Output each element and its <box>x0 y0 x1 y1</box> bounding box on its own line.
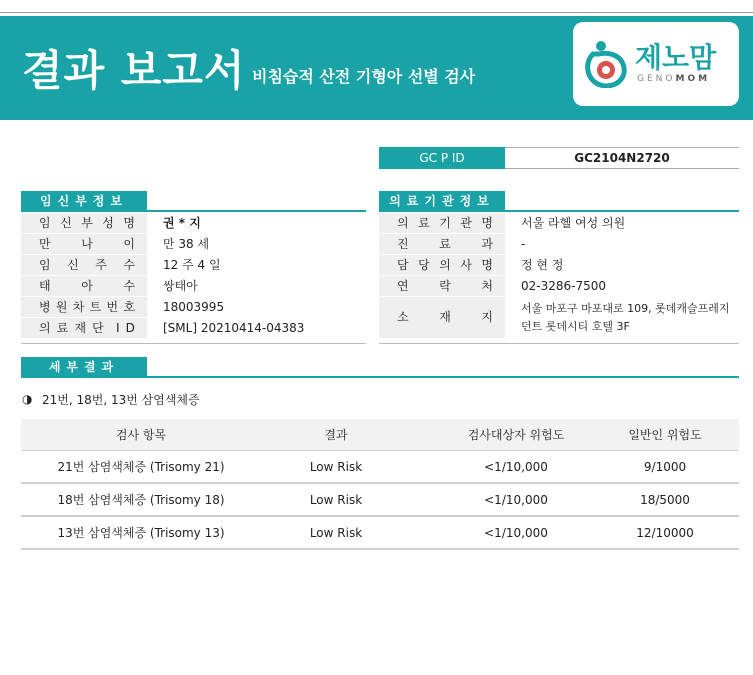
patient-row-label <box>21 234 147 255</box>
label-char: 성 <box>102 216 114 230</box>
institution-row <box>379 213 739 234</box>
institution-row-label <box>379 234 505 255</box>
details-section-header: 세부결과 <box>21 357 147 377</box>
report-subtitle: 비침습적 산전 기형아 선별 검사 <box>252 67 476 86</box>
label-char: 처 <box>481 279 493 293</box>
label-char: 의 <box>397 216 409 230</box>
label-char: 이 <box>123 237 135 251</box>
label-char: 아 <box>81 279 93 293</box>
label-char: 명 <box>481 216 493 230</box>
details-subject: 21번, 18번, 13번 삼염색체증 <box>42 393 200 407</box>
table-cell: 12/10000 <box>636 526 694 540</box>
patient-row-value: [SML] 20210414-04383 <box>163 321 305 335</box>
patient-section-rule <box>21 210 366 212</box>
label-char: 수 <box>123 279 135 293</box>
label-char: 부 <box>81 216 93 230</box>
institution-row <box>379 276 739 297</box>
label-char: 차 <box>72 300 85 314</box>
patient-bottom-rule <box>21 343 366 344</box>
patient-row <box>21 297 366 318</box>
label-char: 과 <box>481 237 493 251</box>
address-line-1: 서울 마포구 마포대로 109, 롯데캐슬프레지 <box>521 302 730 315</box>
label-char: 지 <box>481 310 493 324</box>
institution-bottom-rule <box>379 343 739 344</box>
institution-row-label <box>379 276 505 297</box>
label-char: 주 <box>95 258 107 272</box>
table-cell: 18번 삼염색체증 (Trisomy 18) <box>57 493 225 507</box>
patient-row-label <box>21 255 147 276</box>
label-char: 병 <box>39 300 51 314</box>
patient-row-label <box>21 276 147 297</box>
patient-row-label <box>21 297 147 318</box>
table-cell: <1/10,000 <box>484 493 548 507</box>
institution-row-label <box>379 297 505 339</box>
half-circle-icon: ◑ <box>22 392 33 406</box>
label-char: 수 <box>123 258 135 272</box>
top-rule <box>0 12 753 13</box>
label-char: 번 <box>106 300 119 314</box>
label-char: 만 <box>39 237 51 251</box>
label-char: 신 <box>60 216 72 230</box>
patient-row <box>21 318 366 339</box>
institution-row-value: - <box>521 237 526 251</box>
table-cell: 21번 삼염색체증 (Trisomy 21) <box>57 460 225 474</box>
patient-row <box>21 276 366 297</box>
patient-row <box>21 213 366 234</box>
table-cell: Low Risk <box>309 526 363 540</box>
patient-row-value: 만 38 세 <box>163 237 210 251</box>
label-char: 신 <box>67 258 79 272</box>
label-char: 임 <box>39 216 51 230</box>
institution-row-value: 02-3286-7500 <box>521 279 607 293</box>
patient-section-header: 임신부정보 <box>21 191 147 211</box>
label-char: 진 <box>397 237 409 251</box>
patient-row-value: 쌍태아 <box>163 279 198 293</box>
label-char: 락 <box>439 279 451 293</box>
label-char: 재 <box>74 321 87 335</box>
patient-row-label <box>21 213 147 234</box>
table-cell: 13번 삼염색체증 (Trisomy 13) <box>57 526 225 540</box>
patient-row-value: 권 * 지 <box>163 216 201 230</box>
label-char: 명 <box>481 258 493 272</box>
label-char: 트 <box>89 300 102 314</box>
label-char: 연 <box>397 279 409 293</box>
label-char: 임 <box>39 258 51 272</box>
label-char: 사 <box>460 258 472 272</box>
label-char: I <box>116 321 120 335</box>
patient-row-value: 18003995 <box>163 300 225 314</box>
table-cell: Low Risk <box>309 460 363 474</box>
patient-row <box>21 255 366 276</box>
institution-row-value: 정 현 정 <box>521 258 564 272</box>
logo-name: 제노맘 <box>635 41 717 74</box>
label-char: 나 <box>81 237 93 251</box>
patient-row-value: 12 주 4 일 <box>163 258 221 272</box>
label-char: 태 <box>39 279 51 293</box>
table-cell: Low Risk <box>309 493 363 507</box>
col-general-risk: 일반인 위험도 <box>628 428 702 442</box>
institution-row <box>379 255 739 276</box>
table-cell: 18/5000 <box>640 493 690 507</box>
institution-row-label <box>379 213 505 234</box>
label-char: 관 <box>460 216 472 230</box>
label-char: 기 <box>439 216 451 230</box>
col-subject-risk: 검사대상자 위험도 <box>467 428 565 442</box>
report-title: 결과 보고서 <box>22 46 246 95</box>
report-header <box>0 16 753 120</box>
label-char: 소 <box>397 310 409 324</box>
genomom-logo <box>573 22 739 106</box>
patient-row-label <box>21 318 147 339</box>
label-char: 당 <box>418 258 430 272</box>
institution-section-header: 의료기관정보 <box>379 191 505 211</box>
table-cell: 9/1000 <box>643 460 687 474</box>
results-table-header <box>21 419 739 451</box>
table-cell: <1/10,000 <box>484 526 548 540</box>
label-char: 의 <box>439 258 451 272</box>
table-cell: <1/10,000 <box>484 460 548 474</box>
label-char: 료 <box>439 237 451 251</box>
institution-row <box>379 297 739 339</box>
institution-row-label <box>379 255 505 276</box>
col-test-item: 검사 항목 <box>115 428 167 442</box>
institution-row <box>379 234 739 255</box>
label-char: D <box>125 321 135 335</box>
table-row <box>21 451 739 484</box>
label-char: 료 <box>56 321 69 335</box>
table-row <box>21 484 739 517</box>
address-line-2: 던트 롯데시티 호텔 3F <box>521 320 630 333</box>
label-char: 담 <box>397 258 409 272</box>
label-char: 호 <box>123 300 135 314</box>
table-row <box>21 517 739 550</box>
label-char: 재 <box>439 310 451 324</box>
label-char: 료 <box>418 216 430 230</box>
institution-address <box>511 297 739 339</box>
gcp-id-value: GC2104N2720 <box>505 147 739 169</box>
details-section-rule <box>21 376 739 378</box>
label-char: 명 <box>123 216 135 230</box>
patient-row <box>21 234 366 255</box>
institution-section-rule <box>379 210 739 212</box>
label-char: 원 <box>55 300 68 314</box>
label-char: 단 <box>92 321 104 335</box>
institution-row-value: 서울 라헬 여성 의원 <box>521 216 626 230</box>
logo-subtext: GENOMOM <box>637 74 711 84</box>
col-result: 결과 <box>324 428 348 442</box>
label-char: 의 <box>39 321 51 335</box>
genomom-mother-icon <box>585 40 629 88</box>
gcp-id-label: GC P ID <box>379 147 505 169</box>
